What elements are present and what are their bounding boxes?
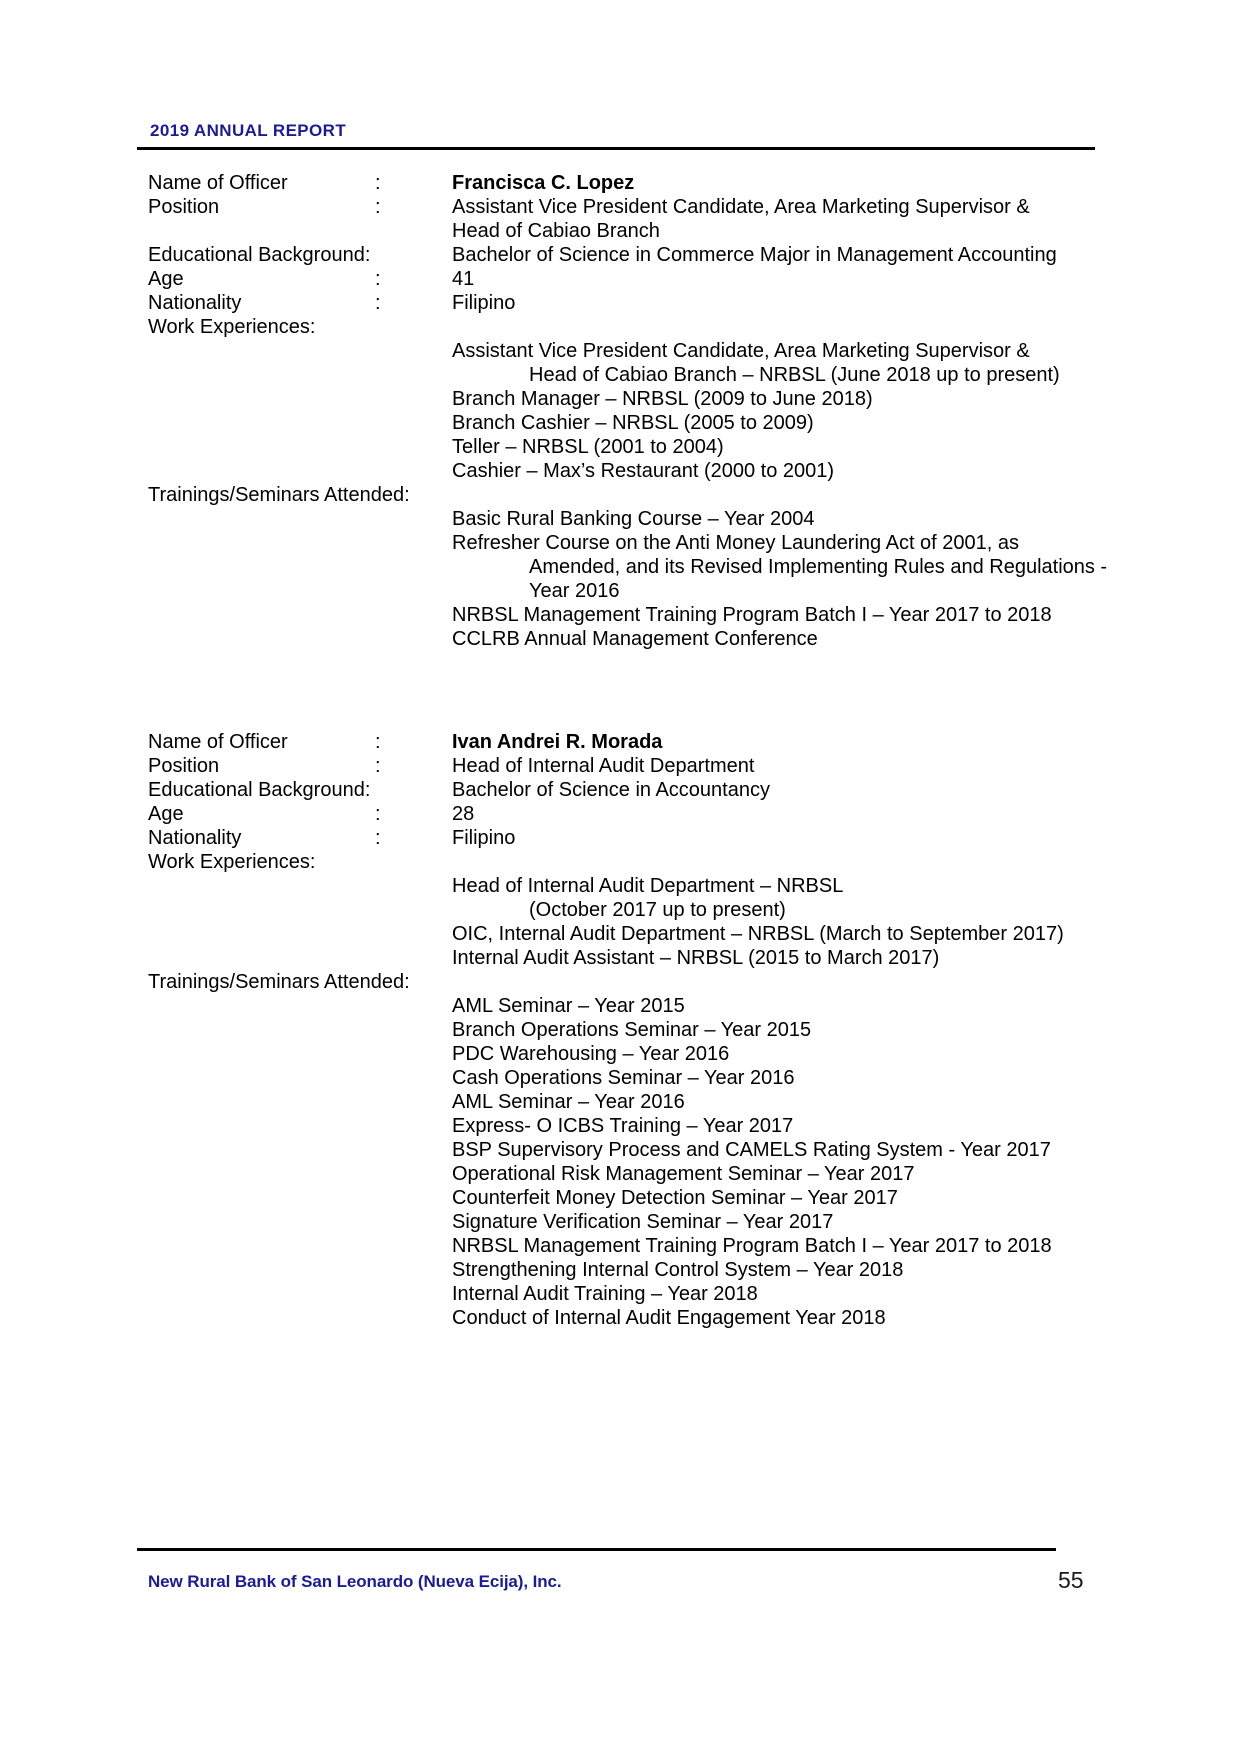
officer-record	[148, 171, 1128, 651]
training-line: Operational Risk Management Seminar – Year 2017	[452, 1163, 915, 1185]
field-label-nationality: Nationality	[148, 292, 242, 314]
trainings-heading: Trainings/Seminars Attended:	[148, 971, 410, 993]
header-rule	[137, 147, 1095, 150]
training-line: Year 2016	[529, 580, 620, 602]
field-row-education	[148, 243, 1128, 267]
officer-record	[148, 730, 1128, 1330]
field-label-name: Name of Officer	[148, 172, 288, 194]
training-line: Signature Verification Seminar – Year 2017	[452, 1211, 834, 1233]
field-label-nationality: Nationality	[148, 827, 242, 849]
field-row-nationality	[148, 826, 1128, 850]
field-label-age: Age	[148, 803, 184, 825]
field-row-age	[148, 802, 1128, 826]
officer-age-value: 28	[452, 803, 475, 825]
field-colon: :	[375, 172, 381, 194]
field-row-education	[148, 778, 1128, 802]
work-experiences-heading: Work Experiences:	[148, 316, 316, 338]
work-experience-line: Branch Cashier – NRBSL (2005 to 2009)	[452, 412, 814, 434]
position-line: Head of Cabiao Branch	[452, 220, 660, 242]
officer-age-value: 41	[452, 268, 475, 290]
footer-rule	[137, 1548, 1056, 1551]
field-label-name: Name of Officer	[148, 731, 288, 753]
field-colon: :	[375, 731, 381, 753]
field-label-education: Educational Background:	[148, 779, 371, 801]
work-experience-line: OIC, Internal Audit Department – NRBSL (March to September 2017)	[452, 923, 1064, 945]
training-line: AML Seminar – Year 2016	[452, 1091, 685, 1113]
training-line: Amended, and its Revised Implementing Rules and Regulations -	[529, 556, 1108, 578]
training-line: Cash Operations Seminar – Year 2016	[452, 1067, 795, 1089]
work-experience-line: Assistant Vice President Candidate, Area Marketing Supervisor &	[452, 340, 1030, 362]
training-line: Strengthening Internal Control System – Year 2018	[452, 1259, 904, 1281]
work-experience-line: (October 2017 up to present)	[529, 899, 786, 921]
footer-bank-name: New Rural Bank of San Leonardo (Nueva Ecija), Inc.	[148, 1572, 562, 1591]
field-colon: :	[375, 827, 381, 849]
field-colon: :	[375, 196, 381, 218]
trainings-list	[452, 507, 1128, 651]
officer-nationality-value: Filipino	[452, 292, 516, 314]
position-line: Assistant Vice President Candidate, Area Marketing Supervisor &	[452, 196, 1030, 218]
work-experience-line: Head of Internal Audit Department – NRBSL	[452, 875, 844, 897]
training-line: AML Seminar – Year 2015	[452, 995, 685, 1017]
training-line: NRBSL Management Training Program Batch I – Year 2017 to 2018	[452, 604, 1052, 626]
field-label-age: Age	[148, 268, 184, 290]
trainings-heading: Trainings/Seminars Attended:	[148, 484, 410, 506]
training-line: CCLRB Annual Management Conference	[452, 628, 818, 650]
officer-nationality-value: Filipino	[452, 827, 516, 849]
field-colon: :	[375, 755, 381, 777]
field-colon: :	[375, 268, 381, 290]
training-line: NRBSL Management Training Program Batch I – Year 2017 to 2018	[452, 1235, 1052, 1257]
training-line: Counterfeit Money Detection Seminar – Year 2017	[452, 1187, 898, 1209]
trainings-list	[452, 994, 1128, 1330]
work-experience-line: Internal Audit Assistant – NRBSL (2015 to March 2017)	[452, 947, 940, 969]
training-line: Express- O ICBS Training – Year 2017	[452, 1115, 794, 1137]
work-experiences-list	[452, 339, 1128, 483]
position-line: Head of Internal Audit Department	[452, 755, 755, 777]
field-row-position	[148, 754, 1128, 778]
field-label-position: Position	[148, 755, 220, 777]
officer-education-value: Bachelor of Science in Commerce Major in Management Accounting	[452, 244, 1057, 266]
field-colon: :	[375, 292, 381, 314]
field-row-nationality	[148, 291, 1128, 315]
training-line: PDC Warehousing – Year 2016	[452, 1043, 730, 1065]
officer-profiles	[148, 171, 1128, 1330]
officer-name-value: Francisca C. Lopez	[452, 172, 635, 194]
officer-education-value: Bachelor of Science in Accountancy	[452, 779, 770, 801]
training-line: Branch Operations Seminar – Year 2015	[452, 1019, 812, 1041]
training-line: Basic Rural Banking Course – Year 2004	[452, 508, 815, 530]
officer-name-value: Ivan Andrei R. Morada	[452, 731, 663, 753]
work-experience-line: Branch Manager – NRBSL (2009 to June 2018)	[452, 388, 873, 410]
officer-position-value	[452, 195, 1128, 243]
training-line: Internal Audit Training – Year 2018	[452, 1283, 758, 1305]
field-label-position: Position	[148, 196, 220, 218]
work-experience-line: Head of Cabiao Branch – NRBSL (June 2018 up to present)	[529, 364, 1060, 386]
page-number: 55	[1058, 1567, 1084, 1593]
work-experience-line: Teller – NRBSL (2001 to 2004)	[452, 436, 724, 458]
field-row-position	[148, 195, 1128, 243]
training-line: Refresher Course on the Anti Money Laundering Act of 2001, as	[452, 532, 1020, 554]
work-experiences-heading: Work Experiences:	[148, 851, 316, 873]
field-row-age	[148, 267, 1128, 291]
work-experiences-list	[452, 874, 1128, 970]
training-line: BSP Supervisory Process and CAMELS Rating System - Year 2017	[452, 1139, 1051, 1161]
field-row-name	[148, 730, 1128, 754]
work-experience-line: Cashier – Max’s Restaurant (2000 to 2001)	[452, 460, 835, 482]
training-line: Conduct of Internal Audit Engagement Year 2018	[452, 1307, 886, 1329]
field-label-education: Educational Background:	[148, 244, 371, 266]
field-row-name	[148, 171, 1128, 195]
officer-position-value	[452, 754, 1128, 778]
field-colon: :	[375, 803, 381, 825]
page-header-title: 2019 ANNUAL REPORT	[150, 121, 347, 140]
